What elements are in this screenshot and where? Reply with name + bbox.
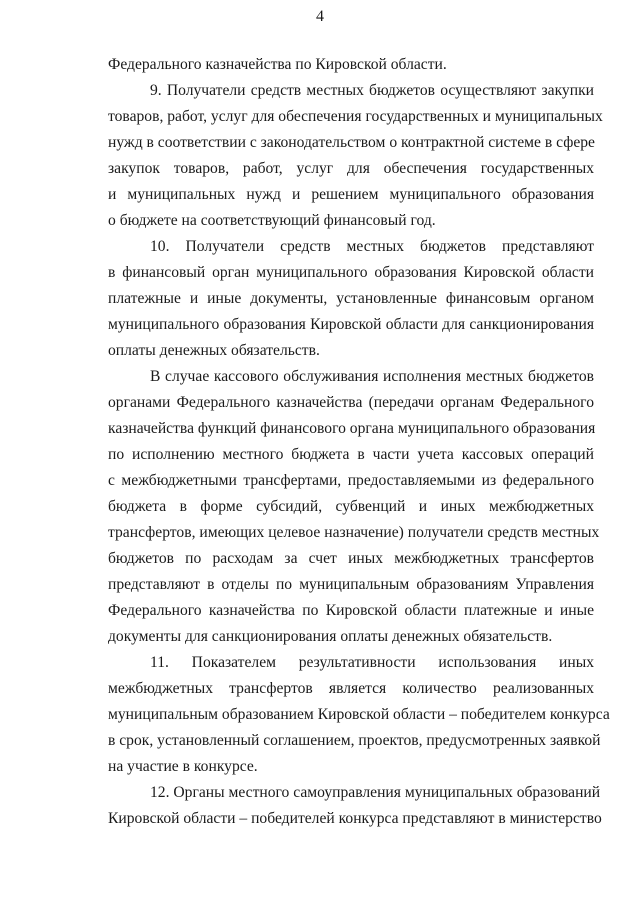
text-line: казначейства функций финансового органа муниципального образования [108, 420, 596, 437]
text-line: 9. Получатели средств местных бюджетов осуществляют закупки [150, 82, 594, 99]
page-number: 4 [316, 8, 324, 25]
text-line: трансфертов, имеющих целевое назначение) получатели средств местных [108, 524, 600, 541]
text-line: платежные и иные документы, установленные финансовым органом [108, 290, 594, 307]
text-line: в срок, установленный соглашением, проектов, предусмотренных заявкой [108, 732, 601, 749]
text-line: документы для санкционирования оплаты денежных обязательств. [108, 628, 553, 645]
text-line: межбюджетных трансфертов является количество реализованных [108, 680, 594, 697]
text-line: В случае кассового обслуживания исполнения местных бюджетов [150, 368, 594, 385]
text-line: бюджетов по расходам за счет иных межбюджетных трансфертов [108, 550, 594, 567]
text-line: о бюджете на соответствующий финансовый год. [108, 212, 436, 229]
text-line: Федерального казначейства по Кировской области платежные и иные [108, 602, 594, 619]
text-line: в финансовый орган муниципального образования Кировской области [108, 264, 594, 281]
text-line: бюджета в форме субсидий, субвенций и иных межбюджетных [108, 498, 594, 515]
text-line: муниципальным образованием Кировской области – победителем конкурса [108, 706, 610, 723]
text-line: муниципального образования Кировской области для санкционирования [108, 316, 594, 333]
text-line: 12. Органы местного самоуправления муниципальных образований [150, 784, 601, 801]
text-line: с межбюджетными трансфертами, предоставляемыми из федерального [108, 472, 594, 489]
text-line: представляют в отделы по муниципальным образованиям Управления [108, 576, 594, 593]
text-line: по исполнению местного бюджета в части учета кассовых операций [108, 446, 594, 463]
text-line: 10. Получатели средств местных бюджетов представляют [150, 238, 594, 255]
text-line: Кировской области – победителей конкурса представляют в министерство [108, 810, 602, 827]
text-line: Федерального казначейства по Кировской области. [108, 56, 447, 73]
text-line: оплаты денежных обязательств. [108, 342, 320, 359]
text-line: закупок товаров, работ, услуг для обеспечения государственных [108, 160, 594, 177]
text-line: 11. Показателем результативности использования иных [150, 654, 594, 671]
text-line: товаров, работ, услуг для обеспечения государственных и муниципальных [108, 108, 603, 125]
text-line: органами Федерального казначейства (передачи органам Федерального [108, 394, 594, 411]
text-line: нужд в соответствии с законодательством о контрактной системе в сфере [108, 134, 595, 151]
text-line: на участие в конкурсе. [108, 758, 258, 775]
text-line: и муниципальных нужд и решением муниципального образования [108, 186, 594, 203]
